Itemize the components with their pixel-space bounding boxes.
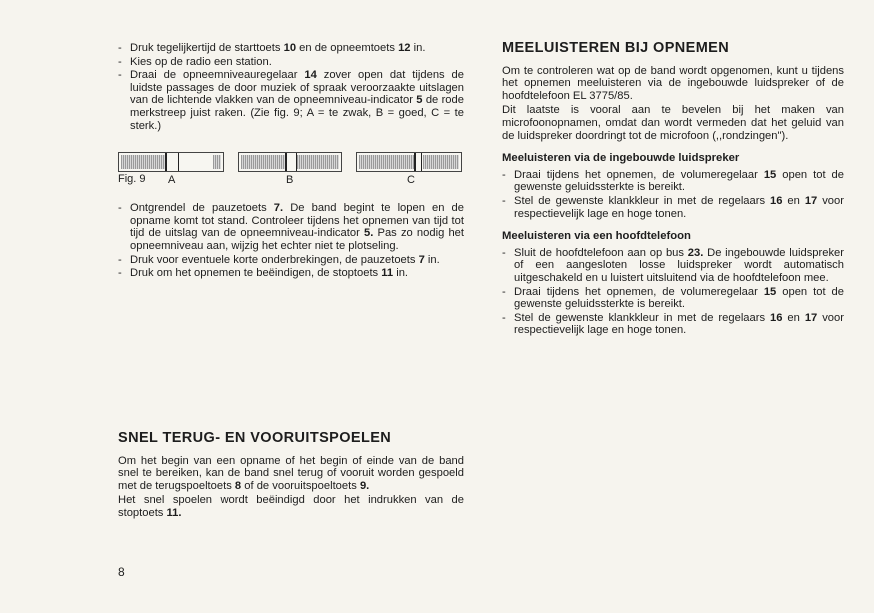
list-item bbox=[502, 286, 844, 311]
text-run: in. bbox=[393, 267, 409, 280]
text-run: en de opneemtoets bbox=[296, 42, 399, 54]
text-run: Ontgrendel de pauzetoets bbox=[130, 202, 274, 215]
instruction-list-top bbox=[118, 42, 464, 132]
figure-label-c: C bbox=[407, 174, 415, 187]
text-run: open tot de gewenste geluidssterkte is bereikt. bbox=[514, 285, 844, 311]
text-run: open tot de gewenste geluidssterkte is bereikt. bbox=[514, 168, 844, 194]
reference-number: 16 bbox=[770, 194, 783, 207]
list-item bbox=[502, 247, 844, 285]
text-run: Draai tijdens het opnemen, de volumeregelaar bbox=[514, 285, 764, 298]
speaker-instructions bbox=[502, 169, 844, 220]
rewind-section bbox=[118, 432, 464, 522]
text-run: de rode merkstreep juist raken. (Zie fig. 9; A = te zwak, B = goed, C = te sterk.) bbox=[130, 94, 464, 132]
text-run: De ingebouwde luidspreker of een aangesloten losse luidspreker wordt automatisch uitgeschakeld en u luistert uitsluitend via de hoofdtelefoon mee. bbox=[514, 246, 845, 284]
monitor-section-intro bbox=[502, 65, 844, 143]
text-run: Dit laatste is vooral aan te bevelen bij het maken van microfoonopnamen, omdat dan wordt vermeden dat het geluid van de luidspreker doordringt tot de microfoon (,,rondzingen"). bbox=[502, 104, 844, 142]
list-item bbox=[118, 267, 464, 280]
figure-label-a: A bbox=[168, 174, 176, 187]
instruction-list-bottom bbox=[118, 202, 464, 280]
headphone-instructions bbox=[502, 247, 844, 337]
text-run: Draai de opneemniveauregelaar bbox=[130, 69, 305, 82]
text-run: Om het begin van een opname of het begin of einde van de band snel te bereiken, kan de band snel terug of vooruit worden gespoeld met de terugspoeltoets bbox=[118, 454, 464, 492]
list-item bbox=[118, 42, 464, 55]
page-number: 8 bbox=[118, 565, 125, 579]
reference-number: 10 bbox=[283, 42, 297, 54]
level-indicator-b bbox=[238, 152, 342, 172]
text-run: Druk voor eventuele korte onderbrekingen, de pauzetoets bbox=[130, 253, 419, 266]
list-item bbox=[118, 56, 464, 69]
paragraph bbox=[118, 494, 464, 519]
text-run: Pas zo nodig het opneemniveau aan, wijzig het echter niet te plotseling. bbox=[130, 227, 465, 252]
right-column bbox=[502, 42, 844, 338]
reference-number: 15 bbox=[763, 285, 777, 298]
paragraph bbox=[502, 65, 844, 103]
reference-number: 23. bbox=[687, 246, 704, 259]
subsection-title-speaker: Meeluisteren via de ingebouwde luidspreker bbox=[502, 152, 740, 165]
text-run: Sluit de hoofdtelefoon aan op bus bbox=[514, 246, 688, 259]
text-run: Het snel spoelen wordt beëindigd door het indrukken van de stoptoets bbox=[118, 494, 464, 519]
level-indicator-c bbox=[356, 152, 462, 172]
text-run: De band begint te lopen en de opname komt tot stand. Controleer tijdens het opnemen van tijd tot tijd de uitslag van de opneemniveau-indicator bbox=[130, 202, 464, 240]
rewind-section-body bbox=[118, 455, 464, 520]
text-run: en bbox=[782, 194, 805, 207]
reference-number: 16 bbox=[770, 311, 783, 324]
list-item bbox=[502, 195, 844, 220]
reference-number: 5. bbox=[363, 227, 374, 240]
list-item bbox=[502, 312, 844, 337]
reference-number: 7. bbox=[273, 202, 284, 215]
text-run: of de vooruitspoeltoets bbox=[241, 479, 360, 492]
figure-label: Fig. 9 bbox=[118, 173, 146, 186]
list-item bbox=[118, 254, 464, 267]
reference-number: 5 bbox=[416, 94, 423, 107]
reference-number: 15 bbox=[763, 168, 777, 181]
reference-number: 9. bbox=[359, 479, 370, 492]
reference-number: 11. bbox=[166, 506, 182, 519]
reference-number: 7 bbox=[418, 253, 425, 266]
text-run: Kies op de radio een station. bbox=[130, 55, 272, 68]
text-run: voor respectievelijk lage en hoge tonen. bbox=[514, 194, 844, 220]
reference-number: 14 bbox=[304, 69, 317, 82]
monitor-section-title: MEELUISTEREN BIJ OPNEMEN bbox=[502, 40, 730, 56]
text-run: voor respectievelijk lage en hoge tonen. bbox=[514, 311, 844, 337]
text-run: Stel de gewenste klankkleur in met de regelaars bbox=[514, 311, 771, 324]
text-run: zover open dat tijdens de luidste passages de door muziek of spraak veroorzaakte uitslagen van de lichtende vlakken van de opneemniveau-indicator bbox=[130, 69, 464, 107]
level-indicator-a bbox=[118, 152, 224, 172]
text-run: Om te controleren wat op de band wordt opgenomen, kunt u tijdens het opnemen meeluisteren via de ingebouwde luidspreker of de hoofdtelefoon EL 3775/85. bbox=[502, 64, 844, 102]
text-run: in. bbox=[410, 42, 426, 54]
list-item bbox=[502, 169, 844, 194]
text-run: Druk om het opnemen te beëindigen, de stoptoets bbox=[130, 267, 382, 280]
text-run: Draai tijdens het opnemen, de volumeregelaar bbox=[514, 168, 764, 181]
reference-number: 17 bbox=[804, 311, 818, 324]
text-run: Stel de gewenste klankkleur in met de regelaars bbox=[514, 194, 771, 207]
figure-9 bbox=[118, 148, 464, 188]
reference-number: 8 bbox=[234, 479, 242, 492]
reference-number: 12 bbox=[398, 42, 411, 54]
text-run: in. bbox=[424, 253, 440, 266]
left-column bbox=[118, 42, 464, 281]
list-item bbox=[118, 69, 464, 132]
subsection-title-headphones: Meeluisteren via een hoofdtelefoon bbox=[502, 230, 691, 243]
paragraph bbox=[502, 104, 844, 142]
reference-number: 11 bbox=[381, 267, 394, 280]
paragraph bbox=[118, 455, 464, 493]
figure-label-b: B bbox=[286, 174, 294, 187]
text-run: Druk tegelijkertijd de starttoets bbox=[130, 42, 284, 54]
reference-number: 17 bbox=[804, 194, 818, 207]
rewind-section-title: SNEL TERUG- EN VOORUITSPOELEN bbox=[118, 430, 392, 446]
list-item bbox=[118, 202, 464, 252]
text-run: en bbox=[782, 311, 805, 324]
